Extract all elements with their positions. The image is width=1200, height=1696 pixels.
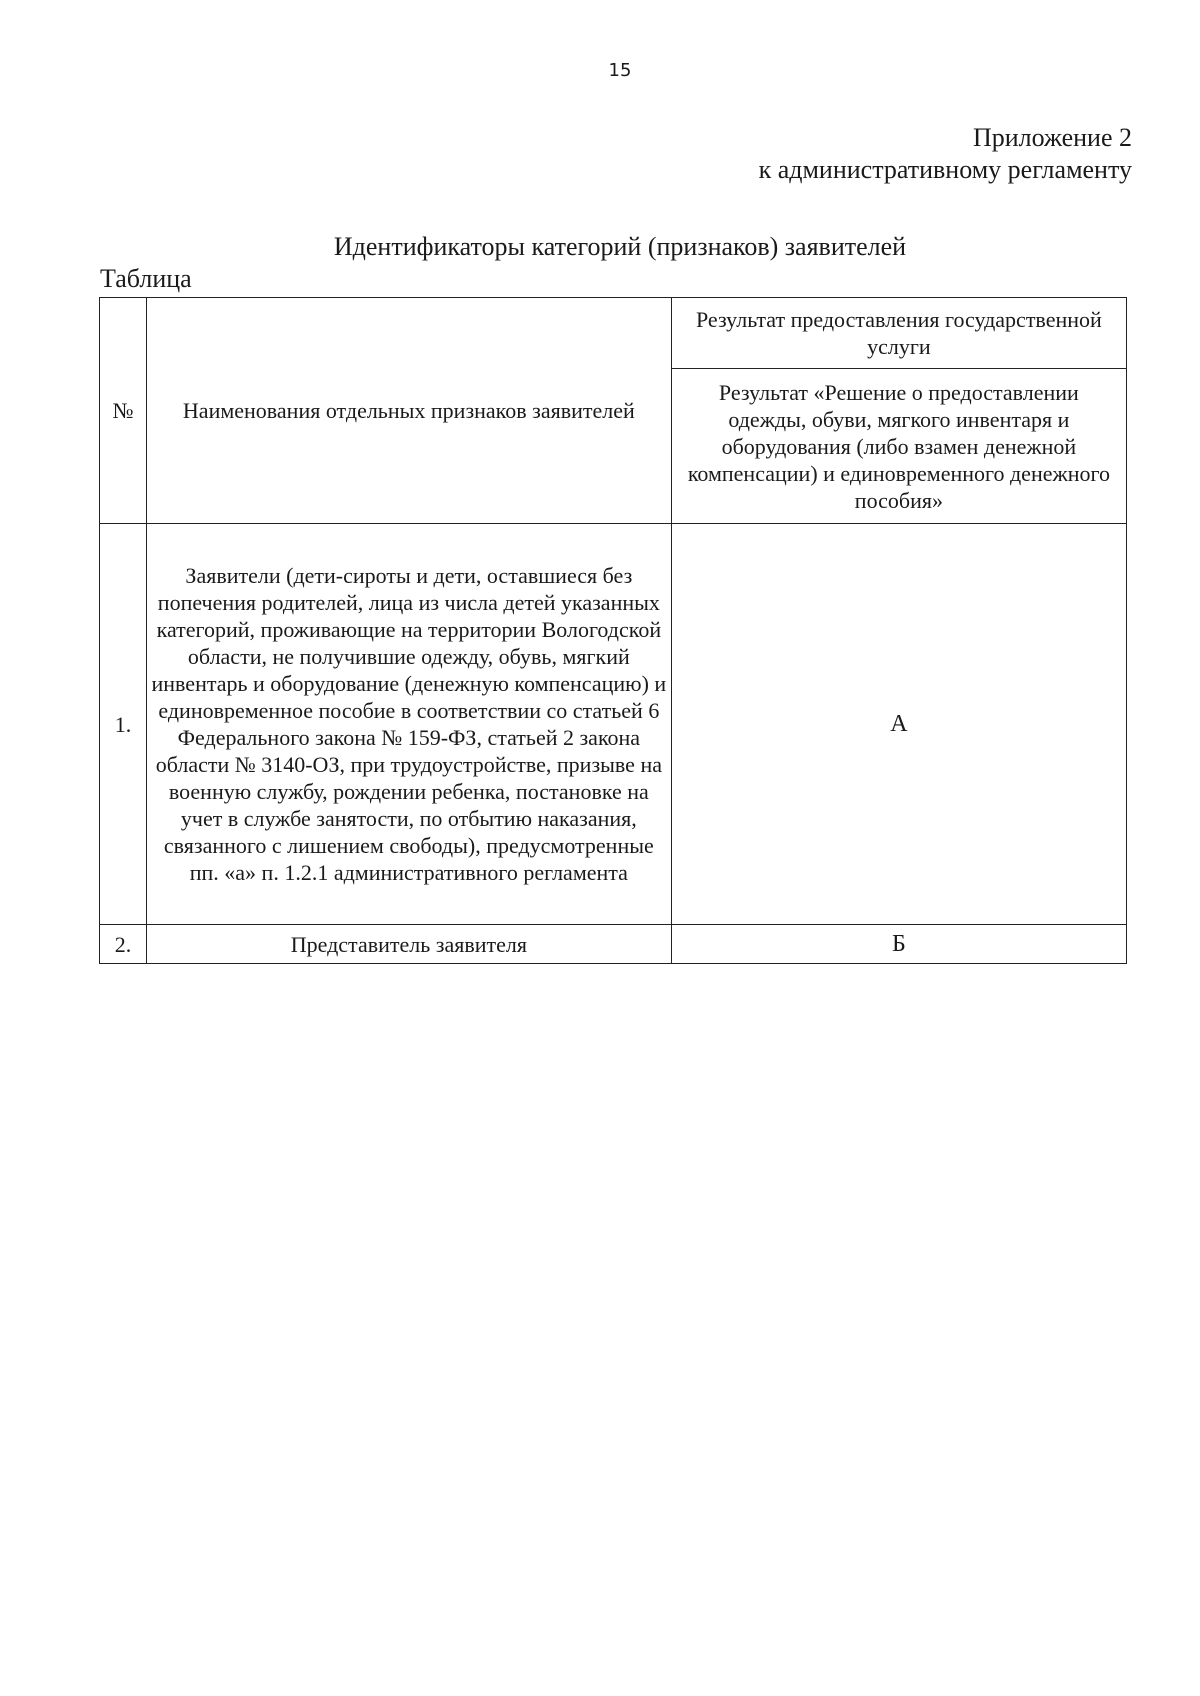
header-result-group-cell: Результат предоставления государственной услуги xyxy=(671,298,1126,369)
header-result-cell: Результат «Решение о предоставлении одежды, обуви, мягкого инвентаря и оборудования (либо взамен денежной компенсации) и единовременного денежного пособия» xyxy=(671,369,1126,524)
row-name-cell: Заявители (дети-сироты и дети, оставшиеся без попечения родителей, лица из числа детей указанных категорий, проживающие на территории Вологодской области, не получившие одежду, обувь, мягкий инвентарь и оборудование (денежную компенсацию) и единовременное пособие в соответствии со статьей 6 Федерального закона № 159-ФЗ, статьей 2 закона области № 3140-ОЗ, при трудоустройстве, призыве на военную службу, рождении ребенка, постановке на учет в службе занятости, по отбытию наказания, связанного с лишением свободы), предусмотренные пп. «а» п. 1.2.1 административного регламента xyxy=(146,524,671,925)
table-label: Таблица xyxy=(100,264,192,293)
page-number: 15 xyxy=(608,60,632,81)
appendix-line-2: к административному регламенту xyxy=(758,155,1132,184)
header-name-cell: Наименования отдельных признаков заявителей xyxy=(146,298,671,524)
table-header-row xyxy=(100,298,1127,369)
document-title: Идентификаторы категорий (признаков) заявителей xyxy=(333,232,907,261)
row-name-cell: Представитель заявителя xyxy=(146,925,671,964)
applicant-categories-table xyxy=(99,297,1127,964)
table-row xyxy=(100,925,1127,964)
row-number-cell: 2. xyxy=(100,925,147,964)
row-number-cell: 1. xyxy=(100,524,147,925)
appendix-header xyxy=(759,122,1132,186)
appendix-line-1: Приложение 2 xyxy=(972,123,1132,152)
header-number-cell: № xyxy=(100,298,147,524)
table-row xyxy=(100,524,1127,925)
row-value-cell: Б xyxy=(671,925,1126,964)
row-value-cell: А xyxy=(671,524,1126,925)
